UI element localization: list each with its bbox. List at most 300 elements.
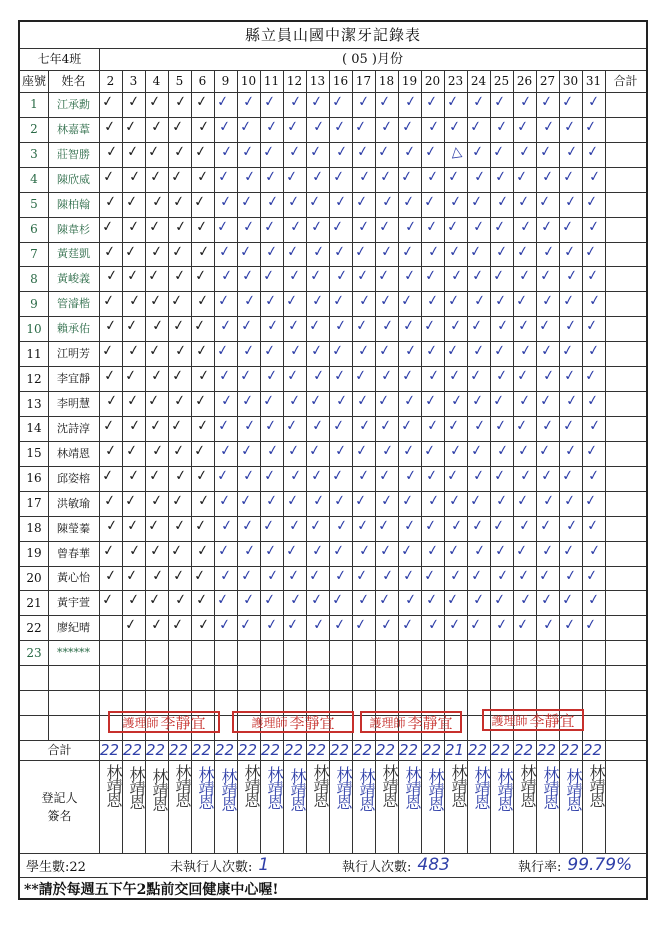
check-mark: ✓ — [563, 317, 578, 336]
check-mark: ✓ — [585, 143, 600, 161]
grid-hline — [20, 341, 646, 342]
check-mark: ✓ — [238, 616, 253, 635]
seat-number: 12 — [26, 371, 42, 386]
signature: 林靖恩 — [196, 766, 215, 808]
grid-vline — [582, 70, 583, 853]
check-mark: ✓ — [310, 417, 325, 435]
check-mark: ✓ — [239, 317, 254, 336]
check-mark: ✓ — [127, 168, 142, 186]
check-mark: ✓ — [146, 392, 161, 410]
check-mark: ✓ — [309, 342, 324, 360]
check-mark: ✓ — [423, 516, 438, 535]
signature: 林靖恩 — [173, 764, 192, 806]
check-mark: ✓ — [288, 591, 303, 610]
check-mark: ✓ — [492, 342, 507, 360]
check-mark: ✓ — [218, 317, 233, 336]
check-mark: ✓ — [169, 417, 184, 435]
daily-total: 22 — [307, 741, 327, 759]
check-mark: ✓ — [517, 516, 532, 535]
day-header: 24 — [470, 74, 487, 88]
check-mark: ✓ — [264, 242, 279, 261]
check-mark: ✓ — [240, 143, 255, 161]
check-mark: ✓ — [308, 267, 323, 286]
day-header: 6 — [198, 74, 207, 88]
day-header: 12 — [286, 74, 303, 88]
check-mark: ✓ — [170, 616, 185, 635]
check-mark: ✓ — [123, 242, 138, 261]
check-mark: ✓ — [538, 392, 553, 410]
grid-vline — [352, 70, 353, 853]
check-mark: ✓ — [585, 516, 600, 535]
signature: 林靖恩 — [495, 768, 514, 810]
check-mark: ✓ — [445, 342, 460, 360]
grid-vline — [421, 70, 422, 853]
check-mark: ✓ — [123, 492, 138, 510]
check-mark: ✓ — [309, 591, 324, 610]
check-mark: ✓ — [541, 367, 556, 385]
check-mark: ✓ — [286, 442, 301, 460]
daily-total: 22 — [537, 741, 557, 759]
check-mark: ✓ — [100, 217, 115, 236]
grid-vline — [605, 70, 606, 853]
daily-total: 22 — [169, 741, 189, 759]
check-mark: ✓ — [494, 616, 509, 635]
check-mark: ✓ — [541, 242, 556, 261]
check-mark: ✓ — [472, 168, 487, 186]
check-mark: ✓ — [194, 342, 209, 360]
day-header: 10 — [240, 74, 257, 88]
check-mark: ✓ — [517, 143, 532, 161]
check-mark: ✓ — [217, 492, 232, 510]
check-mark: ✓ — [445, 93, 460, 111]
grid-hline — [20, 92, 646, 93]
check-mark: ✓ — [150, 192, 165, 211]
check-mark: ✓ — [403, 93, 418, 111]
check-mark: ✓ — [400, 242, 415, 261]
check-mark: ✓ — [331, 541, 346, 560]
check-mark: ✓ — [264, 118, 279, 136]
check-mark: ✓ — [425, 292, 440, 311]
check-mark: ✓ — [515, 616, 530, 635]
student-name: ****** — [57, 646, 90, 660]
daily-total: 22 — [468, 741, 488, 759]
check-mark: ✓ — [311, 616, 326, 635]
check-mark: ✓ — [334, 392, 349, 410]
grid-vline — [306, 70, 307, 853]
check-mark: ✓ — [560, 467, 575, 485]
check-mark: ✓ — [195, 417, 210, 435]
check-mark: ✓ — [376, 392, 391, 410]
grid-hline — [20, 491, 646, 492]
check-mark: ✓ — [540, 292, 555, 311]
check-mark: ✓ — [194, 93, 209, 111]
signature: 林靖恩 — [104, 764, 123, 806]
check-mark: ✓ — [399, 168, 414, 186]
check-mark: ✓ — [378, 541, 393, 560]
check-mark: ✓ — [127, 417, 142, 435]
grid-vline — [260, 70, 261, 853]
check-mark: ✓ — [377, 591, 392, 610]
check-mark: ✓ — [446, 417, 461, 435]
student-name: 莊智勝 — [57, 147, 90, 161]
daily-total: 22 — [330, 741, 350, 759]
check-mark: ✓ — [584, 192, 599, 211]
check-mark: ✓ — [517, 267, 532, 286]
stamp-role: 護理師 — [251, 715, 288, 730]
check-mark: ✓ — [400, 367, 415, 385]
check-mark: ✓ — [449, 267, 464, 286]
daily-total: 22 — [353, 741, 373, 759]
check-mark: ✓ — [357, 541, 372, 560]
check-mark: ✓ — [516, 566, 531, 585]
check-mark: ✓ — [448, 192, 463, 211]
check-mark: ✓ — [399, 292, 414, 311]
signature: 林靖恩 — [288, 768, 307, 810]
check-mark: ✓ — [264, 616, 279, 635]
daily-total: 22 — [399, 741, 419, 759]
check-mark: ✓ — [472, 541, 487, 560]
check-mark: ✓ — [307, 442, 322, 460]
check-mark: ✓ — [126, 591, 141, 610]
check-mark: ✓ — [242, 292, 257, 311]
signature: 林靖恩 — [150, 768, 169, 810]
check-mark: ✓ — [586, 93, 601, 111]
check-mark: ✓ — [242, 541, 257, 560]
check-mark: ✓ — [125, 516, 140, 535]
check-mark: ✓ — [378, 168, 393, 186]
check-mark: ✓ — [472, 292, 487, 311]
student-name: 陳韋杉 — [57, 222, 90, 236]
student-name: 洪敏瑜 — [57, 496, 90, 510]
check-mark: ✓ — [495, 317, 510, 336]
check-mark: ✓ — [334, 143, 349, 161]
check-mark: ✓ — [403, 217, 418, 236]
check-mark: ✓ — [564, 267, 579, 286]
check-mark: ✓ — [425, 541, 440, 560]
check-mark: ✓ — [284, 417, 299, 435]
check-mark: ✓ — [541, 118, 556, 136]
check-mark: ✓ — [583, 616, 598, 635]
check-mark: ✓ — [564, 516, 579, 535]
seat-number: 9 — [30, 296, 38, 311]
check-mark: ✓ — [495, 566, 510, 585]
check-mark: ✓ — [380, 317, 395, 336]
check-mark: ✓ — [377, 342, 392, 360]
check-mark: ✓ — [449, 516, 464, 535]
check-mark: ✓ — [380, 192, 395, 211]
check-mark: ✓ — [469, 317, 484, 336]
daily-total: 22 — [583, 741, 603, 759]
seat-number: 17 — [26, 496, 42, 511]
check-mark: ✓ — [331, 168, 346, 186]
check-mark: ✓ — [148, 168, 163, 186]
executed-value: 483 — [417, 855, 450, 875]
day-header: 20 — [424, 74, 441, 88]
day-header: 23 — [447, 74, 464, 88]
check-mark: ✓ — [263, 168, 278, 186]
check-mark: ✓ — [469, 566, 484, 585]
daily-total: 22 — [422, 741, 442, 759]
check-mark: ✓ — [561, 168, 576, 186]
stamp-role: 護理師 — [491, 713, 528, 728]
check-mark: ✓ — [308, 143, 323, 161]
check-mark: ✓ — [355, 143, 370, 161]
check-mark: ✓ — [470, 516, 485, 535]
check-mark: ✓ — [355, 392, 370, 410]
grid-vline — [214, 70, 215, 853]
check-mark: ✓ — [353, 118, 368, 136]
check-mark: ✓ — [356, 93, 371, 111]
grid-hline — [20, 441, 646, 442]
check-mark: ✓ — [470, 143, 485, 161]
signature: 林靖恩 — [380, 764, 399, 806]
check-mark: ✓ — [471, 93, 486, 111]
check-mark: ✓ — [424, 217, 439, 236]
check-mark: ✓ — [104, 392, 119, 410]
check-mark: ✓ — [402, 267, 417, 286]
check-mark: ✓ — [150, 442, 165, 460]
check-mark: ✓ — [562, 492, 577, 510]
check-mark: ✓ — [333, 566, 348, 585]
daily-total: 22 — [192, 741, 212, 759]
grid-vline — [99, 48, 100, 70]
check-mark: ✓ — [264, 492, 279, 510]
check-mark: ✓ — [377, 467, 392, 485]
check-mark: ✓ — [262, 467, 277, 485]
daily-total: 22 — [376, 741, 396, 759]
day-header: 19 — [401, 74, 418, 88]
seat-number: 13 — [26, 396, 42, 411]
stamp-name: 李靜宜 — [407, 713, 453, 732]
check-mark: ✓ — [399, 541, 414, 560]
check-mark: ✓ — [448, 442, 463, 460]
check-mark: ✓ — [446, 168, 461, 186]
check-mark: ✓ — [516, 192, 531, 211]
check-mark: ✓ — [514, 541, 529, 560]
check-mark: ✓ — [215, 93, 230, 111]
check-mark: ✓ — [400, 492, 415, 510]
check-mark: ✓ — [288, 217, 303, 236]
check-mark: ✓ — [538, 267, 553, 286]
check-mark: ✓ — [423, 267, 438, 286]
check-mark: ✓ — [403, 591, 418, 610]
check-mark: ✓ — [169, 292, 184, 311]
check-mark: ✓ — [491, 516, 506, 535]
check-mark: ✓ — [330, 217, 345, 236]
check-mark: ✓ — [514, 417, 529, 435]
check-mark: ✓ — [353, 616, 368, 635]
check-mark: ✓ — [241, 467, 256, 485]
grid-hline — [20, 167, 646, 168]
grid-vline — [398, 70, 399, 853]
check-mark: ✓ — [240, 267, 255, 286]
check-mark: ✓ — [355, 267, 370, 286]
check-mark: ✓ — [447, 118, 462, 136]
check-mark: ✓ — [149, 616, 164, 635]
nurse-stamp — [482, 709, 584, 731]
check-mark: ✓ — [583, 492, 598, 510]
student-name: 邱姿榕 — [57, 471, 90, 485]
check-mark: ✓ — [561, 292, 576, 311]
grid-hline — [20, 291, 646, 292]
check-mark: ✓ — [308, 392, 323, 410]
check-mark: ✓ — [354, 566, 369, 585]
check-mark: ✓ — [241, 591, 256, 610]
check-mark: ✓ — [445, 467, 460, 485]
check-mark: ✓ — [587, 168, 602, 186]
rate-label: 執行率: — [518, 859, 562, 875]
check-mark: ✓ — [516, 317, 531, 336]
check-mark: ✓ — [376, 516, 391, 535]
check-mark: ✓ — [584, 317, 599, 336]
seat-number: 8 — [30, 271, 38, 286]
check-mark: ✓ — [173, 467, 188, 485]
check-mark: ✓ — [587, 541, 602, 560]
check-mark: ✓ — [354, 317, 369, 336]
check-mark: ✓ — [192, 566, 207, 585]
sum-label: 合計 — [47, 743, 72, 757]
check-mark: ✓ — [239, 442, 254, 460]
check-mark: ✓ — [125, 392, 140, 410]
check-mark: ✓ — [309, 467, 324, 485]
check-mark: ✓ — [288, 93, 303, 111]
grid-hline — [20, 665, 646, 666]
check-mark: ✓ — [125, 267, 140, 286]
check-mark: ✓ — [147, 342, 162, 360]
check-mark: ✓ — [219, 143, 234, 161]
student-name: 林嘉葦 — [57, 122, 90, 136]
check-mark: ✓ — [400, 616, 415, 635]
check-mark: ✓ — [196, 242, 211, 261]
check-mark: ✓ — [310, 292, 325, 311]
check-mark: ✓ — [215, 342, 230, 360]
check-mark: ✓ — [584, 442, 599, 460]
student-name: 黃莛凱 — [57, 247, 90, 261]
check-mark: ✓ — [540, 168, 555, 186]
check-mark: ✓ — [518, 93, 533, 111]
check-mark: ✓ — [560, 591, 575, 610]
check-mark: ✓ — [126, 342, 141, 360]
check-mark: ✓ — [445, 217, 460, 236]
grid-vline — [375, 70, 376, 853]
check-mark: ✓ — [426, 492, 441, 510]
check-mark: ✓ — [332, 492, 347, 510]
check-mark: ✓ — [561, 541, 576, 560]
seat-number: 4 — [30, 172, 38, 187]
student-name: 黃宇萱 — [57, 596, 90, 610]
grid-vline — [513, 70, 514, 853]
check-mark: ✓ — [101, 417, 116, 435]
check-mark: ✓ — [100, 591, 115, 610]
check-mark: ✓ — [468, 242, 483, 261]
check-mark: ✓ — [401, 192, 416, 211]
check-mark: ✓ — [217, 367, 232, 385]
check-mark: ✓ — [355, 516, 370, 535]
student-name: 曾春華 — [57, 546, 90, 560]
check-mark: ✓ — [261, 516, 276, 535]
check-mark: ✓ — [193, 267, 208, 286]
check-mark: ✓ — [424, 467, 439, 485]
day-header: 18 — [378, 74, 395, 88]
check-mark: ✓ — [215, 217, 230, 236]
check-mark: ✓ — [149, 367, 164, 385]
check-mark: ✓ — [402, 516, 417, 535]
check-mark: ✓ — [288, 342, 303, 360]
check-mark: ✓ — [216, 292, 231, 311]
grid-vline — [48, 70, 49, 740]
grid-hline — [20, 640, 646, 641]
check-mark: ✓ — [492, 591, 507, 610]
check-mark: ✓ — [172, 392, 187, 410]
check-mark: ✓ — [334, 516, 349, 535]
check-mark: ✓ — [356, 467, 371, 485]
nurse-stamp — [108, 711, 220, 733]
check-mark: ✓ — [539, 93, 554, 111]
check-mark: ✓ — [514, 168, 529, 186]
check-mark: ✓ — [516, 442, 531, 460]
check-mark: ✓ — [262, 342, 277, 360]
check-mark: ✓ — [285, 242, 300, 261]
check-mark: ✓ — [123, 616, 138, 635]
check-mark: ✓ — [472, 417, 487, 435]
check-mark: ✓ — [196, 367, 211, 385]
not-executed — [170, 854, 269, 876]
check-mark: ✓ — [285, 367, 300, 385]
record-sheet — [18, 20, 648, 900]
check-mark: ✓ — [587, 292, 602, 311]
check-mark: ✓ — [426, 118, 441, 136]
seat-number: 15 — [26, 446, 42, 461]
executed-label: 執行人次數: — [342, 859, 412, 875]
rate-value: 99.79% — [567, 855, 633, 875]
check-mark: ✓ — [560, 93, 575, 111]
check-mark: ✓ — [353, 242, 368, 261]
check-mark: ✓ — [285, 492, 300, 510]
check-mark: ✓ — [311, 118, 326, 136]
check-mark: ✓ — [517, 392, 532, 410]
check-mark: ✓ — [241, 93, 256, 111]
check-mark: ✓ — [539, 467, 554, 485]
check-mark: ✓ — [330, 467, 345, 485]
check-mark: ✓ — [492, 93, 507, 111]
check-mark: ✓ — [150, 566, 165, 585]
signature: 林靖恩 — [219, 768, 238, 810]
check-mark: ✓ — [493, 417, 508, 435]
stamp-name: 李靜宜 — [529, 711, 575, 730]
signature: 林靖恩 — [242, 764, 261, 806]
check-mark: ✓ — [471, 591, 486, 610]
check-mark: ✓ — [261, 267, 276, 286]
student-name: 沈詩淳 — [57, 421, 90, 435]
check-mark: ✓ — [353, 492, 368, 510]
check-mark: ✓ — [239, 192, 254, 211]
day-header: 25 — [493, 74, 510, 88]
check-mark: ✓ — [148, 541, 163, 560]
check-mark: ✓ — [537, 442, 552, 460]
check-mark: ✓ — [287, 267, 302, 286]
daily-total: 22 — [123, 741, 143, 759]
check-mark: ✓ — [518, 342, 533, 360]
check-mark: ✓ — [560, 217, 575, 236]
seat-number: 11 — [26, 346, 42, 361]
check-mark: ✓ — [447, 492, 462, 510]
check-mark: ✓ — [100, 467, 115, 485]
check-mark: ✓ — [147, 467, 162, 485]
check-mark: ✓ — [265, 317, 280, 336]
check-mark: ✓ — [493, 541, 508, 560]
check-mark: ✓ — [471, 342, 486, 360]
student-name: 江承勳 — [57, 97, 90, 111]
